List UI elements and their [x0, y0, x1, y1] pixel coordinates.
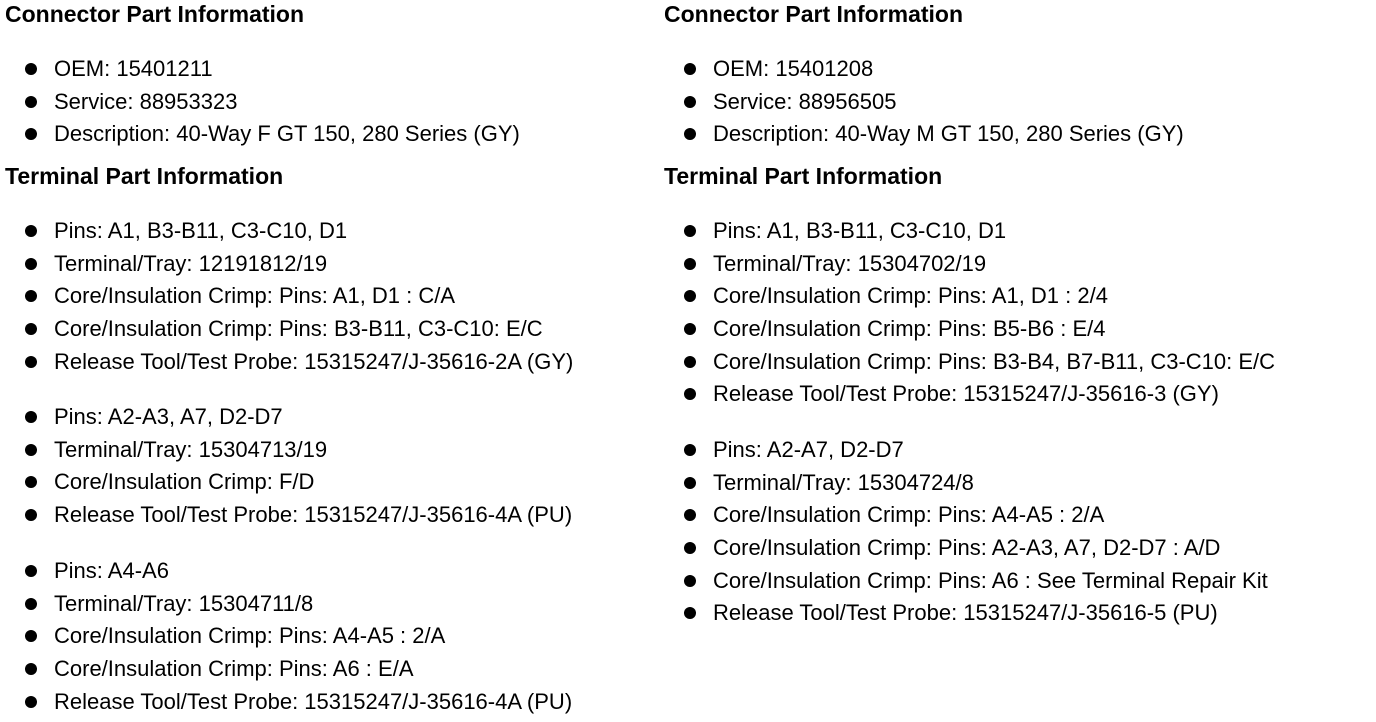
connector-info-list	[5, 53, 520, 151]
list-item: Pins: A4-A6	[5, 555, 572, 588]
list-item: Release Tool/Test Probe: 15315247/J-35616-5 (PU)	[664, 597, 1268, 630]
terminal-group-list	[5, 215, 573, 378]
list-item: Core/Insulation Crimp: F/D	[5, 466, 572, 499]
list-item: Description: 40-Way F GT 150, 280 Series (GY)	[5, 118, 520, 151]
list-item: Core/Insulation Crimp: Pins: A2-A3, A7, D2-D7 : A/D	[664, 532, 1268, 565]
terminal-group-list	[5, 401, 572, 532]
list-item: Pins: A2-A3, A7, D2-D7	[5, 401, 572, 434]
terminal-group-list	[664, 215, 1275, 411]
list-item: Core/Insulation Crimp: Pins: A4-A5 : 2/A	[5, 620, 572, 653]
list-item: Terminal/Tray: 15304702/19	[664, 248, 1275, 281]
list-item: Description: 40-Way M GT 150, 280 Series (GY)	[664, 118, 1184, 151]
terminal-group-list	[5, 555, 572, 718]
list-item: Release Tool/Test Probe: 15315247/J-35616-2A (GY)	[5, 346, 573, 379]
list-item: OEM: 15401211	[5, 53, 520, 86]
list-item: Release Tool/Test Probe: 15315247/J-35616-4A (PU)	[5, 499, 572, 532]
terminal-part-heading: Terminal Part Information	[664, 163, 943, 189]
list-item: Release Tool/Test Probe: 15315247/J-35616-4A (PU)	[5, 686, 572, 719]
list-item: Terminal/Tray: 12191812/19	[5, 248, 573, 281]
terminal-group-list	[664, 434, 1268, 630]
list-item: Core/Insulation Crimp: Pins: B3-B4, B7-B11, C3-C10: E/C	[664, 346, 1275, 379]
terminal-part-heading: Terminal Part Information	[5, 163, 284, 189]
list-item: Terminal/Tray: 15304713/19	[5, 434, 572, 467]
list-item: Terminal/Tray: 15304711/8	[5, 588, 572, 621]
connector-part-heading: Connector Part Information	[664, 1, 964, 27]
list-item: Core/Insulation Crimp: Pins: A6 : E/A	[5, 653, 572, 686]
list-item: Pins: A1, B3-B11, C3-C10, D1	[664, 215, 1275, 248]
list-item: Core/Insulation Crimp: Pins: A1, D1 : 2/4	[664, 280, 1275, 313]
list-item: Service: 88953323	[5, 86, 520, 119]
connector-part-heading: Connector Part Information	[5, 1, 305, 27]
list-item: OEM: 15401208	[664, 53, 1184, 86]
list-item: Core/Insulation Crimp: Pins: A6 : See Terminal Repair Kit	[664, 565, 1268, 598]
list-item: Core/Insulation Crimp: Pins: A4-A5 : 2/A	[664, 499, 1268, 532]
list-item: Core/Insulation Crimp: Pins: A1, D1 : C/A	[5, 280, 573, 313]
list-item: Core/Insulation Crimp: Pins: B5-B6 : E/4	[664, 313, 1275, 346]
connector-info-list	[664, 53, 1184, 151]
list-item: Release Tool/Test Probe: 15315247/J-35616-3 (GY)	[664, 378, 1275, 411]
list-item: Pins: A2-A7, D2-D7	[664, 434, 1268, 467]
list-item: Service: 88956505	[664, 86, 1184, 119]
list-item: Core/Insulation Crimp: Pins: B3-B11, C3-C10: E/C	[5, 313, 573, 346]
list-item: Pins: A1, B3-B11, C3-C10, D1	[5, 215, 573, 248]
list-item: Terminal/Tray: 15304724/8	[664, 467, 1268, 500]
